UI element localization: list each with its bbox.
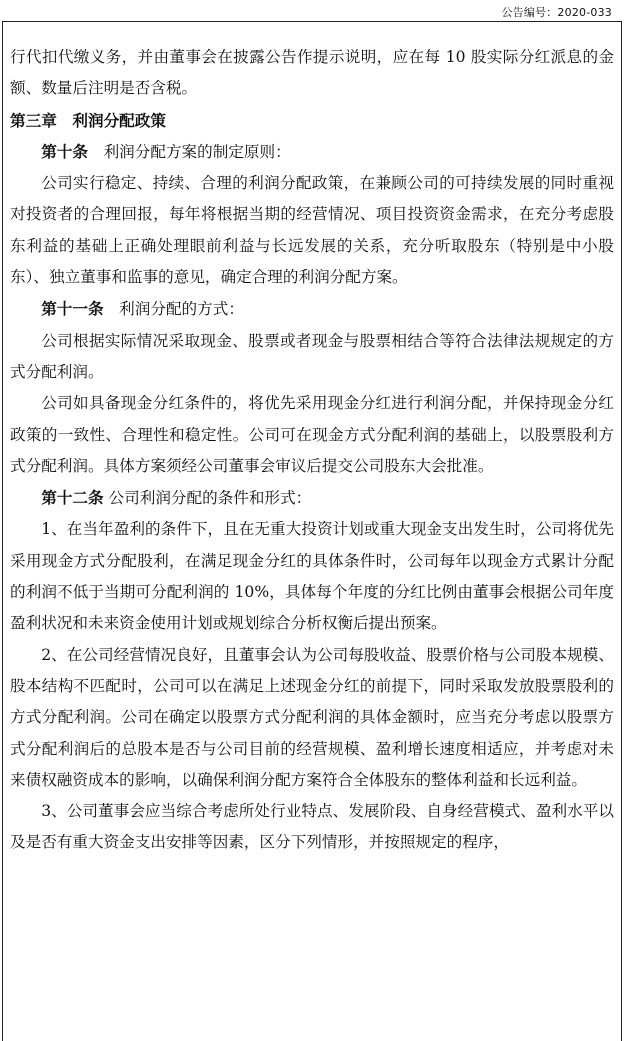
article-11-body-1: 公司根据实际情况采取现金、股票或者现金与股票相结合等符合法律法规规定的方式分配利润。 [10, 331, 614, 381]
chapter-heading: 第三章 利润分配政策 [10, 110, 166, 130]
article-11-title: 利润分配的方式： [103, 300, 244, 319]
article-12-label: 第十二条 [41, 488, 104, 508]
article-12-item-1: 1、在当年盈利的条件下，且在无重大投资计划或重大现金支出发生时，公司将优先采用现金方式分配股利，在满足现金分红的具体条件时，公司每年以现金方式累计分配的利润不低于当期可分配利润的 10%，具体每个年度的分红比例由董事会根据公司年度盈利状况和未来资金使用计划或规划综合分析权衡后提出预案。 [10, 520, 614, 633]
article-10-title: 利润分配方案的制定原则： [87, 142, 291, 161]
continued-paragraph: 行代扣代缴义务，并由董事会在披露公告作提示说明，应在每 10 股实际分红派息的金额、数量后注明是否含税。 [10, 48, 614, 98]
article-10-heading [10, 136, 614, 168]
article-10-label: 第十条 [41, 141, 88, 161]
announcement-number: 公告编号：2020-033 [501, 6, 612, 19]
article-11-label: 第十一条 [41, 299, 104, 319]
article-12-item-3: 3、公司董事会应当综合考虑所处行业特点、发展阶段、自身经营模式、盈利水平以及是否有重大资金支出安排等因素，区分下列情形，并按照规定的程序， [10, 802, 614, 852]
article-11-body-2: 公司如具备现金分红条件的，将优先采用现金分红进行利润分配，并保持现金分红政策的一致性、合理性和稳定性。公司可在现金方式分配利润的基础上，以股票股利方式分配利润。具体方案须经公司董事会审议后提交公司股东大会批准。 [10, 394, 614, 475]
article-12-item-2: 2、在公司经营情况良好，且董事会认为公司每股收益、股票价格与公司股本规模、股本结构不匹配时，公司可以在满足上述现金分红的前提下，同时采取发放股票股利的方式分配利润。公司在确定以股票方式分配利润的具体金额时，应当充分考虑以股票方式分配利润后的总股本是否与公司目前的经营规模、盈利增长速度相适应，并考虑对未来债权融资成本的影响，以确保利润分配方案符合全体股东的整体利益和长远利益。 [10, 645, 614, 789]
article-12-heading [10, 482, 614, 514]
document-body [10, 42, 614, 859]
article-11-heading [10, 293, 614, 325]
article-10-body: 公司实行稳定、持续、合理的利润分配政策，在兼顾公司的可持续发展的同时重视对投资者的合理回报，每年将根据当期的经营情况、项目投资资金需求，在充分考虑股东利益的基础上正确处理眼前利益与长远发展的关系，充分听取股东（特别是中小股东）、独立董事和监事的意见，确定合理的利润分配方案。 [10, 174, 614, 287]
article-12-title: 公司利润分配的条件和形式： [103, 489, 312, 508]
